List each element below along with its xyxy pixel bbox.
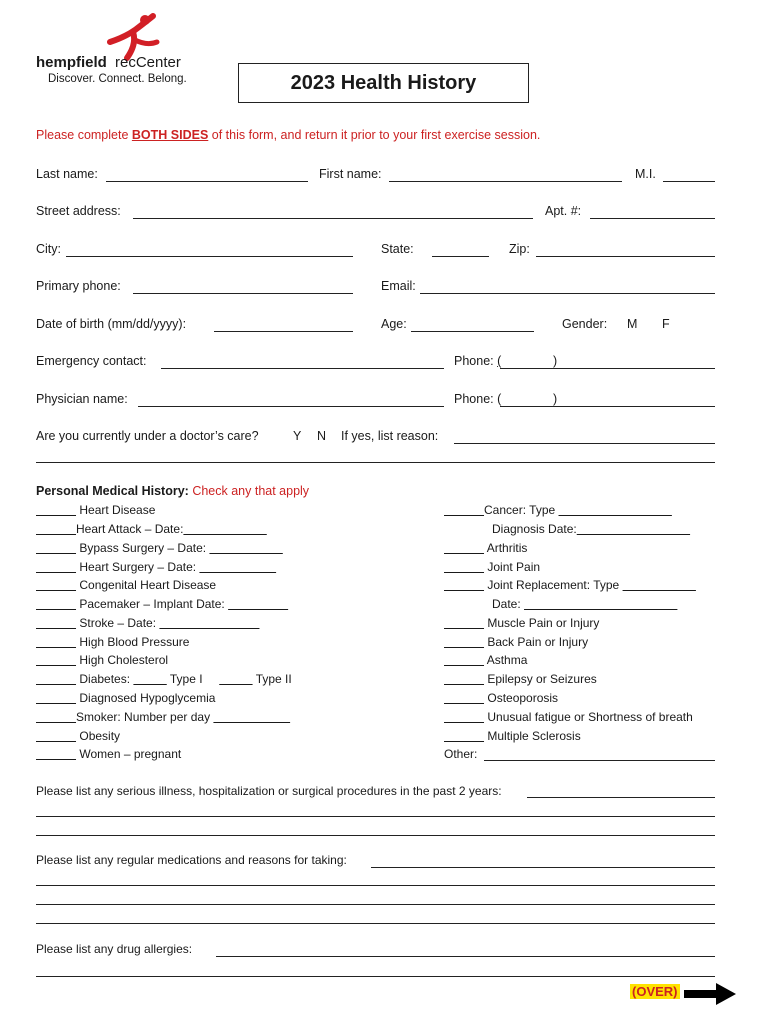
- dob-field[interactable]: [214, 331, 353, 332]
- list-item[interactable]: Diagnosis Date:: [492, 522, 577, 536]
- dob-label: Date of birth (mm/dd/yyyy):: [36, 317, 187, 331]
- emergency-phone-paren: ): [553, 354, 558, 368]
- zip-field[interactable]: [536, 256, 715, 257]
- medications-field-4[interactable]: [36, 923, 715, 924]
- age-label: Age:: [381, 317, 407, 331]
- gender-m-option[interactable]: M: [627, 317, 638, 331]
- list-item[interactable]: Multiple Sclerosis: [487, 729, 581, 743]
- logo-tagline: Discover. Connect. Belong.: [48, 73, 187, 85]
- street-field[interactable]: [133, 218, 533, 219]
- list-item[interactable]: Pacemaker – Implant Date:: [79, 597, 225, 611]
- physician-field[interactable]: [138, 406, 444, 407]
- city-label: City:: [36, 242, 61, 256]
- apt-label: Apt. #:: [545, 204, 582, 218]
- list-item[interactable]: Congenital Heart Disease: [79, 578, 217, 592]
- list-item[interactable]: Back Pain or Injury: [487, 635, 589, 649]
- medications-field-2[interactable]: [36, 885, 715, 886]
- list-item[interactable]: Diagnosed Hypoglycemia: [79, 691, 216, 705]
- first-name-label: First name:: [319, 167, 382, 181]
- physician-label: Physician name:: [36, 392, 128, 406]
- mi-label: M.I.: [635, 167, 656, 181]
- physician-phone-field[interactable]: [500, 406, 715, 407]
- primary-phone-field[interactable]: [133, 293, 353, 294]
- email-label: Email:: [381, 279, 416, 293]
- illness-field-3[interactable]: [36, 835, 715, 836]
- instruction-pre: Please complete: [36, 128, 132, 142]
- list-item[interactable]: Joint Replacement: Type: [487, 578, 620, 592]
- instruction-post: of this form, and return it prior to your first exercise session.: [208, 128, 541, 142]
- list-item[interactable]: Obesity: [79, 729, 121, 743]
- illness-field[interactable]: [527, 797, 715, 798]
- instruction-text: [36, 128, 540, 142]
- list-item[interactable]: Muscle Pain or Injury: [487, 616, 600, 630]
- list-item[interactable]: Heart Disease: [79, 503, 156, 517]
- logo: [30, 12, 205, 92]
- history-heading-text: Personal Medical History:: [36, 484, 189, 498]
- list-item[interactable]: High Blood Pressure: [79, 635, 190, 649]
- list-item[interactable]: High Cholesterol: [79, 653, 169, 667]
- over-note: [630, 983, 680, 1001]
- history-heading: [36, 484, 309, 498]
- doctor-care-yes[interactable]: Y: [293, 429, 302, 443]
- state-label: State:: [381, 242, 414, 256]
- doctor-care-no[interactable]: N: [317, 429, 327, 443]
- list-item[interactable]: Stroke – Date:: [79, 616, 157, 630]
- list-item[interactable]: Heart Surgery – Date:: [79, 560, 197, 574]
- doctor-care-label: Are you currently under a doctor’s care?: [36, 429, 259, 443]
- reason-field[interactable]: [454, 443, 715, 444]
- city-field[interactable]: [66, 256, 353, 257]
- list-item[interactable]: Women – pregnant: [79, 747, 182, 761]
- medications-field[interactable]: [371, 867, 715, 868]
- list-item[interactable]: Arthritis: [486, 541, 528, 555]
- gender-label: Gender:: [562, 317, 608, 331]
- medications-field-3[interactable]: [36, 904, 715, 905]
- physician-phone-text: Phone:: [454, 392, 494, 406]
- mi-field[interactable]: [663, 181, 715, 182]
- list-item[interactable]: Smoker: Number per day: [76, 710, 211, 724]
- email-field[interactable]: [420, 293, 715, 294]
- medications-label: Please list any regular medications and reasons for taking:: [36, 853, 347, 867]
- list-item[interactable]: Cancer: Type: [484, 503, 556, 517]
- physician-phone-label: Phone: (: [454, 392, 502, 406]
- allergies-label: Please list any drug allergies:: [36, 942, 193, 956]
- allergies-field[interactable]: [216, 956, 715, 957]
- other-field[interactable]: [484, 760, 715, 761]
- reason-field-2[interactable]: [36, 462, 715, 463]
- emergency-contact-field[interactable]: [161, 368, 444, 369]
- age-field[interactable]: [411, 331, 534, 332]
- street-label: Street address:: [36, 204, 121, 218]
- list-item[interactable]: Epilepsy or Seizures: [487, 672, 597, 686]
- emergency-contact-label: Emergency contact:: [36, 354, 147, 368]
- list-item[interactable]: Heart Attack – Date:: [76, 522, 184, 536]
- last-name-field[interactable]: [106, 181, 308, 182]
- illness-field-2[interactable]: [36, 816, 715, 817]
- gender-f-option[interactable]: F: [662, 317, 670, 331]
- over-label: (OVER): [632, 984, 678, 999]
- reason-label: If yes, list reason:: [341, 429, 439, 443]
- logo-brand-left: hempfield: [36, 54, 107, 71]
- list-item[interactable]: Diabetes: Type I Type II: [79, 672, 292, 686]
- logo-brand-right: recCenter: [115, 54, 181, 71]
- history-heading-note: Check any that apply: [192, 484, 310, 498]
- physician-phone-paren: ): [553, 392, 558, 406]
- emergency-phone-label: Phone: (: [454, 354, 502, 368]
- first-name-field[interactable]: [389, 181, 622, 182]
- list-item[interactable]: Joint Pain: [487, 560, 541, 574]
- list-item[interactable]: Bypass Surgery – Date:: [79, 541, 207, 555]
- list-item[interactable]: Other:: [444, 747, 478, 761]
- illness-label: Please list any serious illness, hospitalization or surgical procedures in the past 2 years:: [36, 784, 502, 798]
- allergies-field-2[interactable]: [36, 976, 715, 977]
- last-name-label: Last name:: [36, 167, 98, 181]
- apt-field[interactable]: [590, 218, 715, 219]
- instruction-bold: BOTH SIDES: [131, 128, 209, 142]
- zip-label: Zip:: [509, 242, 530, 256]
- emergency-phone-field[interactable]: [500, 368, 715, 369]
- arrow-right-icon: [684, 983, 736, 1005]
- list-item[interactable]: Unusual fatigue or Shortness of breath: [487, 710, 693, 724]
- form-title: 2023 Health History: [238, 63, 529, 103]
- emergency-phone-text: Phone:: [454, 354, 494, 368]
- state-field[interactable]: [432, 256, 489, 257]
- list-item[interactable]: Osteoporosis: [487, 691, 559, 705]
- list-item[interactable]: Asthma: [486, 653, 528, 667]
- list-item[interactable]: Date:: [492, 597, 521, 611]
- primary-phone-label: Primary phone:: [36, 279, 121, 293]
